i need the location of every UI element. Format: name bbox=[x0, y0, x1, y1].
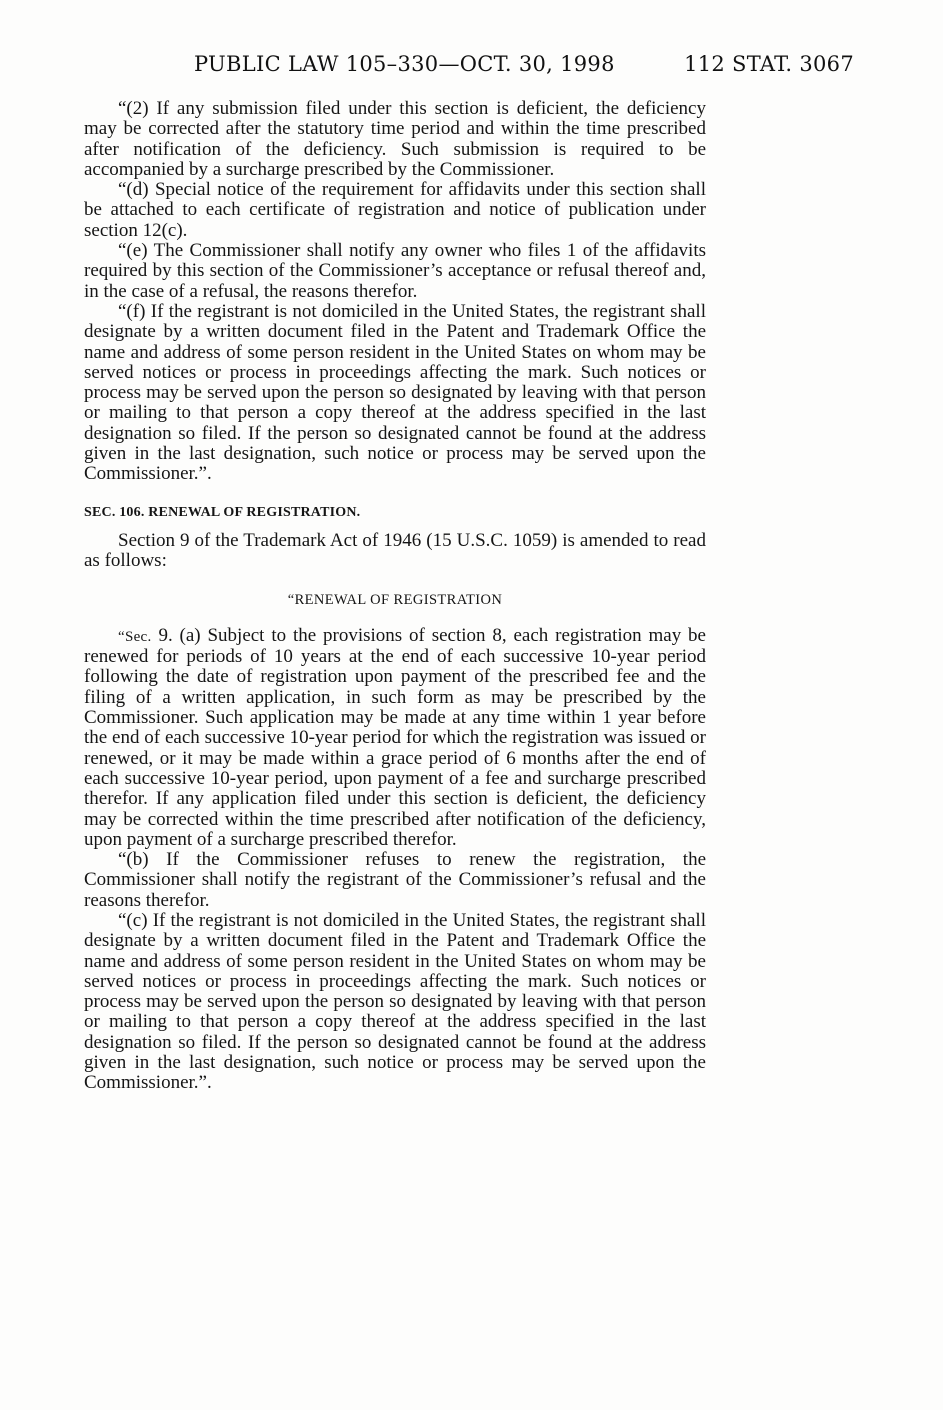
running-header bbox=[84, 52, 854, 92]
section-heading: SEC. 106. RENEWAL OF REGISTRATION. bbox=[84, 504, 361, 520]
paragraph-e: “(e) The Commissioner shall notify any owner who files 1 of the affidavits required by this section of the Commissioner’s acceptance or refusal thereof and, in the case of a refusal, the reasons therefor. bbox=[84, 240, 706, 302]
statute-page-number: 112 STAT. 3067 bbox=[684, 52, 854, 76]
centered-heading: “RENEWAL OF REGISTRATION bbox=[287, 591, 503, 608]
sec9-a-text: 9. (a) Subject to the provisions of section 8, each registration may be renewed for periods of 10 years at the end of each successive 10-year period following the date of registration upon payment of the prescribed fee and the filing of a written application, in such form as may be prescribed by the Commissioner. Such application may be made at any time within 1 year before the end of each successive 10-year period for which the registration was issued or renewed, or it may be made within a grace period of 6 months after the end of each successive 10-year period, upon payment of a fee and surcharge prescribed therefor. If any application filed under this section is deficient, the deficiency may be corrected within the time prescribed after notification of the deficiency, upon payment of a surcharge prescribed therefor. bbox=[84, 624, 706, 850]
sec9-label: “Sec. bbox=[118, 628, 152, 645]
header-title: PUBLIC LAW 105–330—OCT. 30, 1998 bbox=[194, 52, 615, 76]
paragraph-b: “(b) If the Commissioner refuses to renew the registration, the Commissioner shall notify the registrant of the Commissioner’s refusal and the reasons therefor. bbox=[84, 849, 706, 911]
paragraph-2: “(2) If any submission filed under this section is deficient, the deficiency may be corrected after the statutory time period and within the time prescribed after notification of the deficiency. Such submission is required to be accompanied by a surcharge prescribed by the Commissioner. bbox=[84, 98, 706, 180]
paragraph-d: “(d) Special notice of the requirement for affidavits under this section shall be attached to each certificate of registration and notice of publication under section 12(c). bbox=[84, 179, 706, 241]
document-body bbox=[84, 99, 706, 1094]
paragraph-c: “(c) If the registrant is not domiciled in the United States, the registrant shall designate by a written document filed in the Patent and Trademark Office the name and address of some person resident in the United States on whom may be served notices or process in proceedings affecting the mark. Such notices or process may be served upon the person so designated by leaving with that person or mailing to that person a copy thereof at the address specified in the last designation so filed. If the person so designated cannot be found at the address given in the last designation, such notice or process may be served upon the Commissioner.”. bbox=[84, 909, 706, 1094]
paragraph-sec9-a bbox=[84, 626, 706, 850]
paragraph-f: “(f) If the registrant is not domiciled in the United States, the registrant shall designate by a written document filed in the Patent and Trademark Office the name and address of some person resident in the United States on whom may be served notices or process in proceedings affecting the mark. Such notices or process may be served upon the person so designated by leaving with that person or mailing to that person a copy thereof at the address specified in the last designation so filed. If the person so designated cannot be found at the address given in the last designation, such notice or process may be served upon the Commissioner.”. bbox=[84, 300, 706, 485]
section-intro: Section 9 of the Trademark Act of 1946 (15 U.S.C. 1059) is amended to read as follows: bbox=[84, 529, 706, 572]
